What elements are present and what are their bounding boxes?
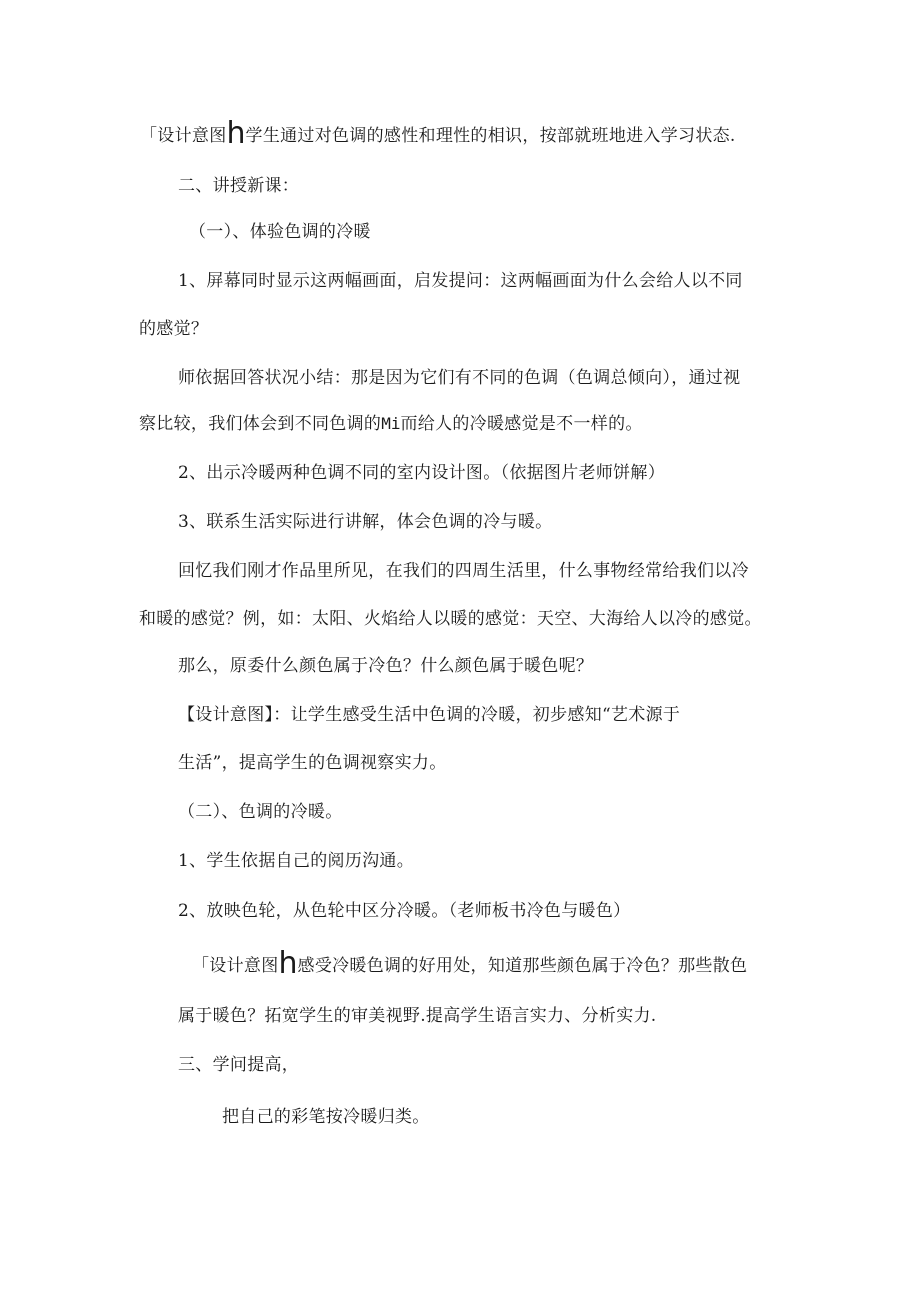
paragraph-line: 和暖的感觉？例，如：太阳、火焰给人以暖的感觉：天空、大海给人以冷的感觉。	[139, 609, 762, 629]
subsection-heading-2: （二）、色调的冷暖。	[178, 802, 343, 822]
paragraph-line: 1、屏幕同时显示这两幅画面，启发提问：这两幅画面为什么会给人以不同	[178, 271, 743, 291]
section-heading-2: 二、讲授新课：	[178, 176, 300, 196]
section-heading-3: 三、学问提高，	[178, 1055, 300, 1075]
paragraph-line: 回忆我们刚才作品里所见，在我们的四周生活里，什么事物经常给我们以冷	[178, 561, 749, 581]
paragraph-line	[139, 412, 643, 436]
design-intent-note-2: 【设计意图】：让学生感受生活中色调的冷暖，初步感知“艺术源于	[178, 705, 681, 725]
design-intent-note-3	[192, 946, 748, 981]
text-run: 「设计意图	[140, 126, 227, 146]
text-run: 感受冷暖色调的好用处，知道那些颜色属于冷色？那些散色	[297, 956, 748, 976]
paragraph-line: 生活”，提高学生的色调视察实力。	[178, 753, 447, 773]
text-run: 「设计意图	[192, 956, 279, 976]
text-run: 察比较，我们体会到不同色调的	[139, 414, 382, 434]
paragraph-line: 1、学生依据自己的阅历沟通。	[178, 851, 415, 871]
ocr-glyph: h	[226, 116, 246, 151]
paragraph-line: 师依据回答状况小结：那是因为它们有不同的色调（色调总倾向），通过视	[178, 368, 741, 388]
paragraph-line: 把自己的彩笔按冷暖归类。	[222, 1107, 430, 1127]
ocr-fragment: Mi	[381, 414, 401, 433]
ocr-glyph: h	[278, 946, 298, 981]
text-run: 学生通过对色调的感性和理性的相识，按部就班地进入学习状态.	[245, 126, 736, 146]
paragraph-line: 那么，原委什么颜色属于冷色？什么颜色属于暖色呢？	[178, 656, 594, 676]
paragraph-line: 2、放映色轮，从色轮中区分冷暖。（老师板书冷色与暖色）	[178, 901, 631, 921]
design-intent-note-1	[140, 116, 736, 151]
text-run: 而给人的冷暖感觉是不一样的。	[400, 414, 643, 434]
paragraph-line: 2、出示冷暖两种色调不同的室内设计图。（依据图片老师饼解）	[178, 463, 666, 483]
paragraph-line: 属于暖色？拓宽学生的审美视野.提高学生语言实力、分析实力.	[178, 1006, 657, 1026]
paragraph-line: 的感觉？	[139, 319, 209, 339]
paragraph-line: 3、联系生活实际进行讲解，体会色调的冷与暖。	[178, 512, 553, 532]
subsection-heading-1: （一）、体验色调的冷暖	[189, 222, 371, 242]
